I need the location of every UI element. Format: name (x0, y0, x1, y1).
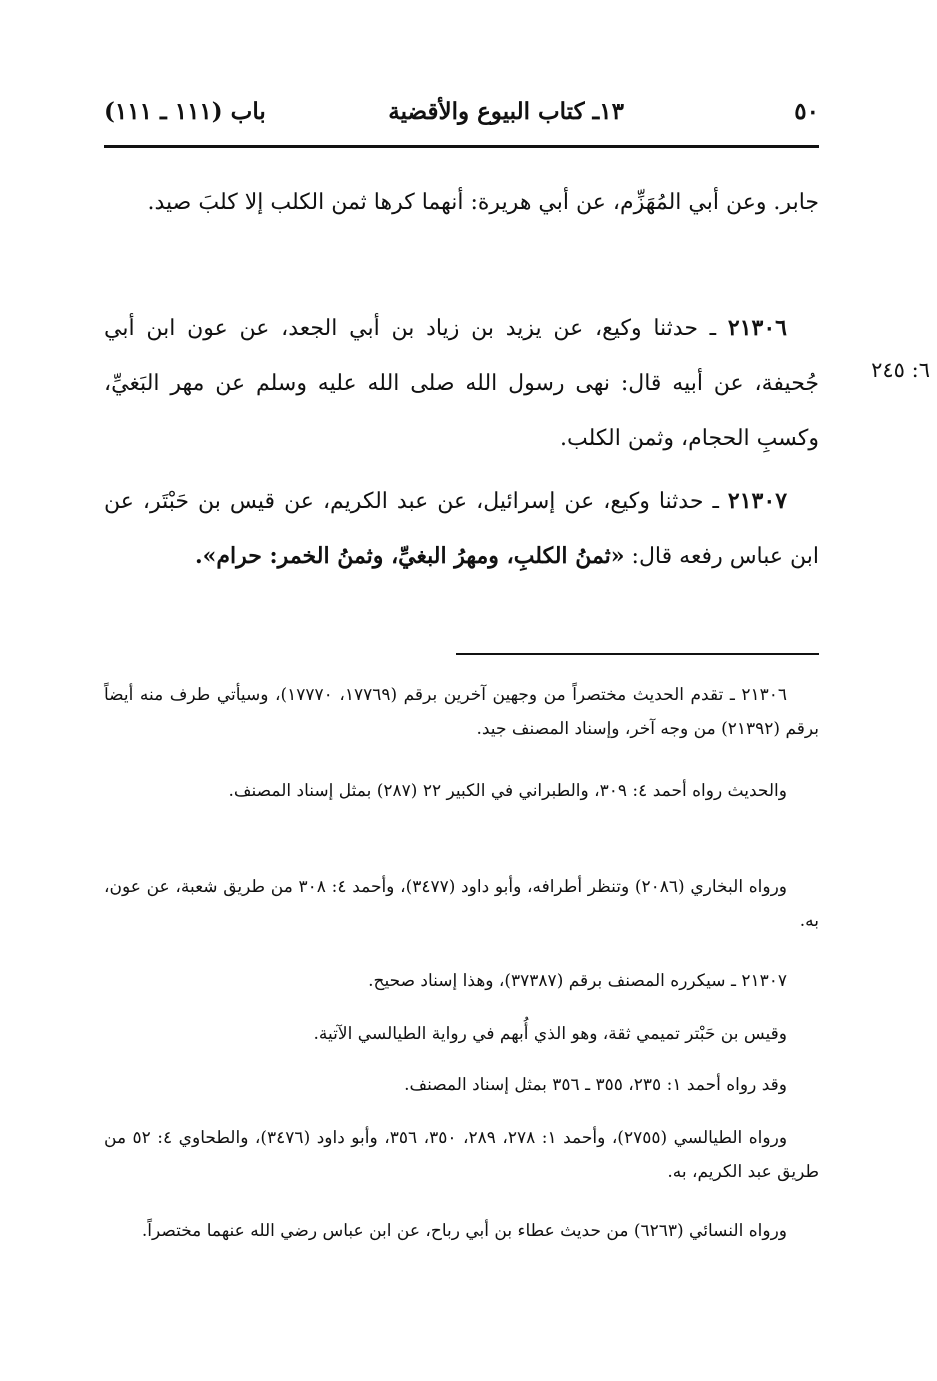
hadith-number: ٢١٣٠٧ (727, 488, 788, 514)
hadith-text: ـ حدثنا وكيع، عن إسرائيل، عن عبد الكريم، عن قيس بن حَبْتَر، عن ابن عباس رفعه قال: (104, 489, 819, 569)
footnote (104, 1068, 819, 1102)
footnote-text: وقيس بن حَبْتر تميمي ثقة، وهو الذي أُبهم في رواية الطيالسي الآتية. (313, 1024, 787, 1044)
footnote-text: والحديث رواه أحمد ٤: ٣٠٩، والطبراني في الكبير ٢٢ (٢٨٧) بمثل إسناد المصنف. (228, 781, 787, 801)
continuation-paragraph (104, 175, 819, 230)
footnote (104, 774, 819, 808)
book-title: ١٣ـ كتاب البيوع والأقضية (388, 98, 624, 125)
hadith-paragraph (104, 474, 819, 584)
footnote-text: ورواه البخاري (٢٠٨٦) وتنظر أطرافه، وأبو داود (٣٤٧٧)، وأحمد ٤: ٣٠٨ من طريق شعبة، عن عون، به. (104, 877, 819, 931)
footnote (104, 678, 819, 746)
header-rule (104, 145, 819, 148)
footnote (104, 1214, 819, 1248)
footnote-text: ورواه الطيالسي (٢٧٥٥)، وأحمد ١: ٢٧٨، ٢٨٩، ٣٥٠، ٣٥٦، وأبو داود (٣٤٧٦)، والطحاوي ٤: ٥٢ من طريق عبد الكريم، به. (104, 1128, 819, 1182)
chapter-title: باب (١١١ ـ ١١١) (104, 98, 266, 125)
footnote-text: ٢١٣٠٦ ـ تقدم الحديث مختصراً من وجهين آخرين برقم (١٧٧٦٩، ١٧٧٧٠)، وسيأتي طرف منه أيضاً برقم (٢١٣٩٢) من وجه آخر، وإسناد المصنف جيد. (104, 685, 819, 739)
margin-reference: ٦: ٢٤٥ (871, 358, 930, 382)
hadith-21307 (104, 474, 819, 584)
hadith-text: ـ حدثنا وكيع، عن يزيد بن زياد بن أبي الجعد، عن عون ابن أبي جُحيفة، عن أبيه قال: نهى رسول الله صلى الله عليه وسلم عن مهر البَغيِّ، وكسبِ الحجام، وثمن الكلب. (104, 316, 819, 451)
footnote (104, 1121, 819, 1189)
continuation-text: جابر. وعن أبي المُهَزِّم، عن أبي هريرة: أنهما كرها ثمن الكلب إلا كلبَ صيد. (147, 190, 819, 215)
running-header (104, 98, 819, 132)
hadith-number: ٢١٣٠٦ (727, 315, 787, 341)
hadith-quote: «ثمنُ الكلبِ، ومهرُ البغيِّ، وثمنُ الخمر: حرام». (195, 543, 625, 569)
page-number: ٥٠ (794, 98, 819, 125)
footnote (104, 1017, 819, 1051)
footnote-text: ورواه النسائي (٦٢٦٣) من حديث عطاء بن أبي رباح، عن ابن عباس رضي الله عنهما مختصراً. (141, 1221, 787, 1241)
footnote-text: ٢١٣٠٧ ـ سيكرره المصنف برقم (٣٧٣٨٧)، وهذا إسناد صحيح. (368, 971, 787, 991)
footnote-text: وقد رواه أحمد ١: ٢٣٥، ٣٥٥ ـ ٣٥٦ بمثل إسناد المصنف. (404, 1075, 787, 1095)
hadith-paragraph (104, 301, 819, 466)
footnote-rule (456, 653, 819, 655)
footnote (104, 964, 819, 998)
hadith-21306 (104, 301, 819, 466)
footnote (104, 870, 819, 938)
